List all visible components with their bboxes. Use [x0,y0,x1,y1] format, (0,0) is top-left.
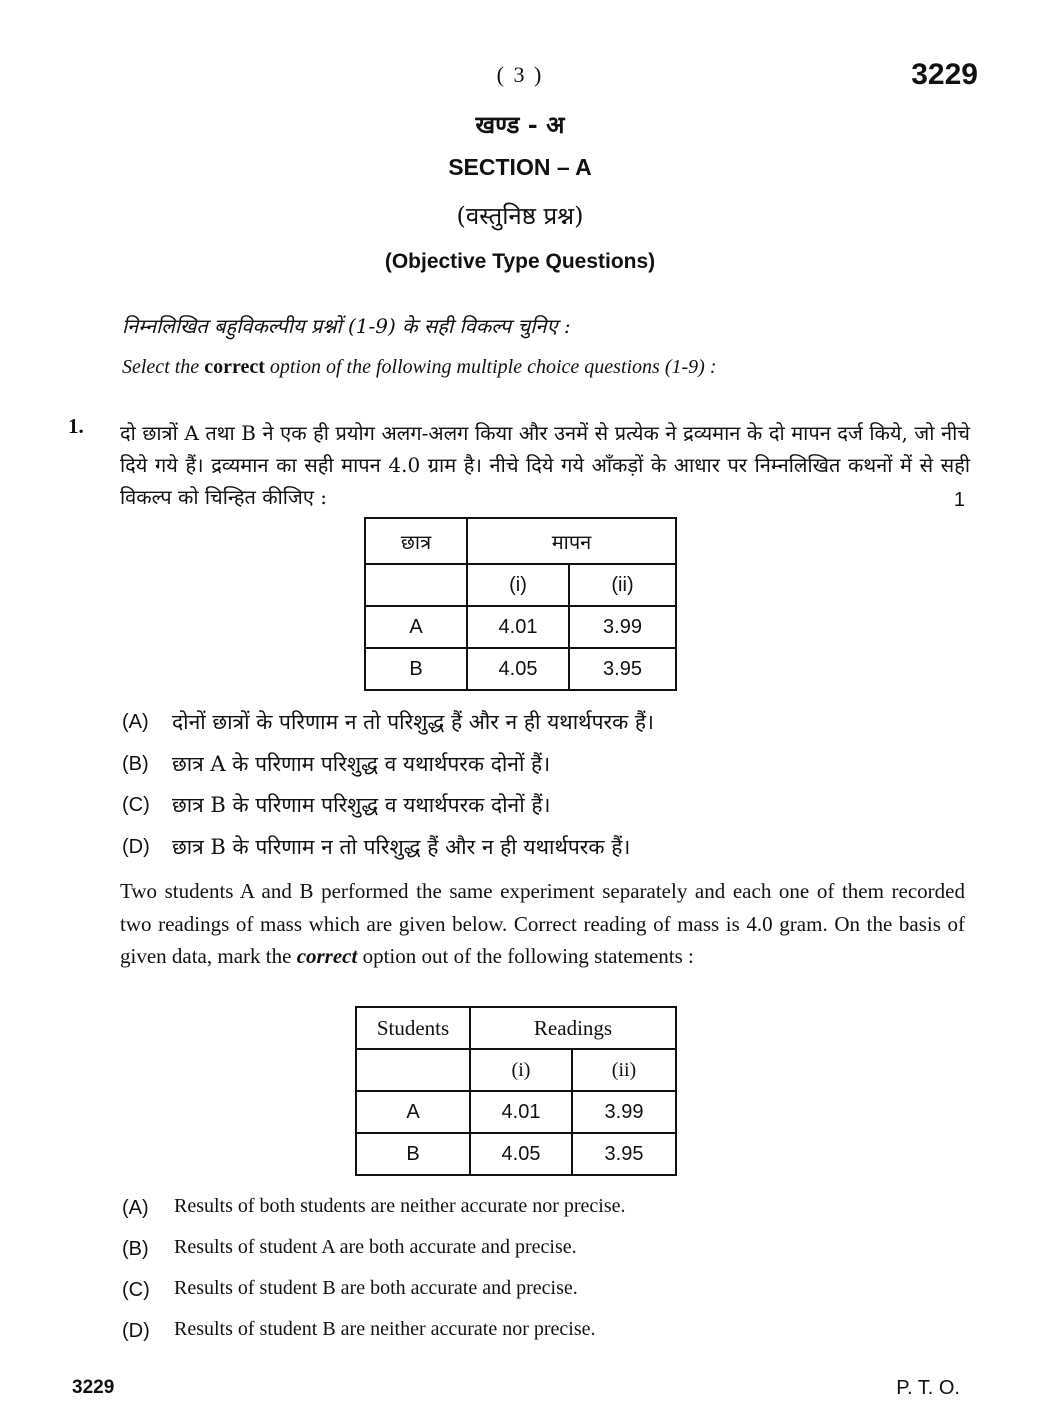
option-letter: (A) [122,711,149,733]
question-marks: 1 [953,489,965,511]
table-cell: 4.05 [470,1133,572,1175]
option-letter: (B) [122,753,149,775]
table-subheader: (ii) [572,1049,676,1091]
question-type-hindi: (वस्तुनिष्ठ प्रश्न) [456,202,584,230]
option-letter: (A) [122,1197,149,1219]
table-cell: 4.01 [467,606,569,648]
table-header-readings: Readings [470,1007,676,1049]
option-text-hindi: छात्र A के परिणाम परिशुद्ध व यथार्थपरक दोनों हैं। [172,752,551,776]
pto-label: P. T. O. [896,1377,960,1399]
option-text-english: Results of student B are neither accurate nor precise. [174,1318,596,1340]
section-title-hindi: खण्ड - अ [475,110,565,139]
table-row [356,1133,676,1175]
option-text-english: Results of student B are both accurate and precise. [174,1277,578,1299]
paper-code: 3229 [911,58,978,91]
table-cell [356,1049,470,1091]
table-row [365,648,676,690]
table-cell: A [365,606,467,648]
table-header-student: छात्र [365,518,467,564]
table-cell: B [356,1133,470,1175]
question-type: (Objective Type Questions) [384,250,656,273]
table-cell: 3.99 [572,1091,676,1133]
table-cell: 3.95 [569,648,676,690]
option-text-hindi: छात्र B के परिणाम न तो परिशुद्ध हैं और न ही यथार्थपरक हैं। [172,835,631,859]
table-subheader: (i) [467,564,569,606]
option-text-hindi: दोनों छात्रों के परिणाम न तो परिशुद्ध हैं और न ही यथार्थपरक हैं। [172,710,654,734]
table-cell: 4.05 [467,648,569,690]
option-letter: (C) [122,1279,150,1301]
option-text-hindi: छात्र B के परिणाम परिशुद्ध व यथार्थपरक दोनों हैं। [172,793,551,817]
readings-table-english [355,1006,677,1176]
section-title: SECTION – A [448,154,592,180]
option-letter: (D) [122,1320,150,1342]
table-header-student: Students [356,1007,470,1049]
question-number: 1. [68,414,84,438]
table-cell: 3.99 [569,606,676,648]
table-row [365,606,676,648]
table-row [356,1091,676,1133]
table-cell: B [365,648,467,690]
table-row [356,1007,676,1049]
option-text-english: Results of both students are neither accurate nor precise. [174,1195,626,1217]
question-text-english: Two students A and B performed the same experiment separately and each one of them recorded two readings of mass which are given below. Correct reading of mass is 4.0 gram. On the basis of given data, mark the correct option out of the following statements : [120,879,965,968]
option-letter: (B) [122,1238,149,1260]
footer-paper-code: 3229 [72,1377,115,1398]
option-letter: (C) [122,794,150,816]
table-row [365,564,676,606]
instruction-english: Select the correct option of the following multiple choice questions (1-9) : [122,356,717,378]
option-letter: (D) [122,836,150,858]
table-row [365,518,676,564]
option-text-english: Results of student A are both accurate and precise. [174,1236,577,1258]
table-cell [365,564,467,606]
table-row [356,1049,676,1091]
page-number: ( 3 ) [496,62,544,87]
table-cell: 4.01 [470,1091,572,1133]
table-subheader: (ii) [569,564,676,606]
instruction-hindi: निम्नलिखित बहुविकल्पीय प्रश्नों (1-9) के सही विकल्प चुनिए : [122,314,571,338]
table-subheader: (i) [470,1049,572,1091]
table-cell: A [356,1091,470,1133]
table-header-readings: मापन [467,518,676,564]
table-cell: 3.95 [572,1133,676,1175]
readings-table-hindi [364,517,677,691]
question-text-hindi: दो छात्रों A तथा B ने एक ही प्रयोग अलग-अलग किया और उनमें से प्रत्येक ने द्रव्यमान के दो मापन दर्ज किये, जो नीचे दिये गये हैं। द्रव्यमान का सही मापन 4.0 ग्राम है। नीचे दिये गये आँकड़ों के आधार पर निम्नलिखित कथनों में से सही विकल्प को चिन्हित कीजिए : [120,421,970,509]
